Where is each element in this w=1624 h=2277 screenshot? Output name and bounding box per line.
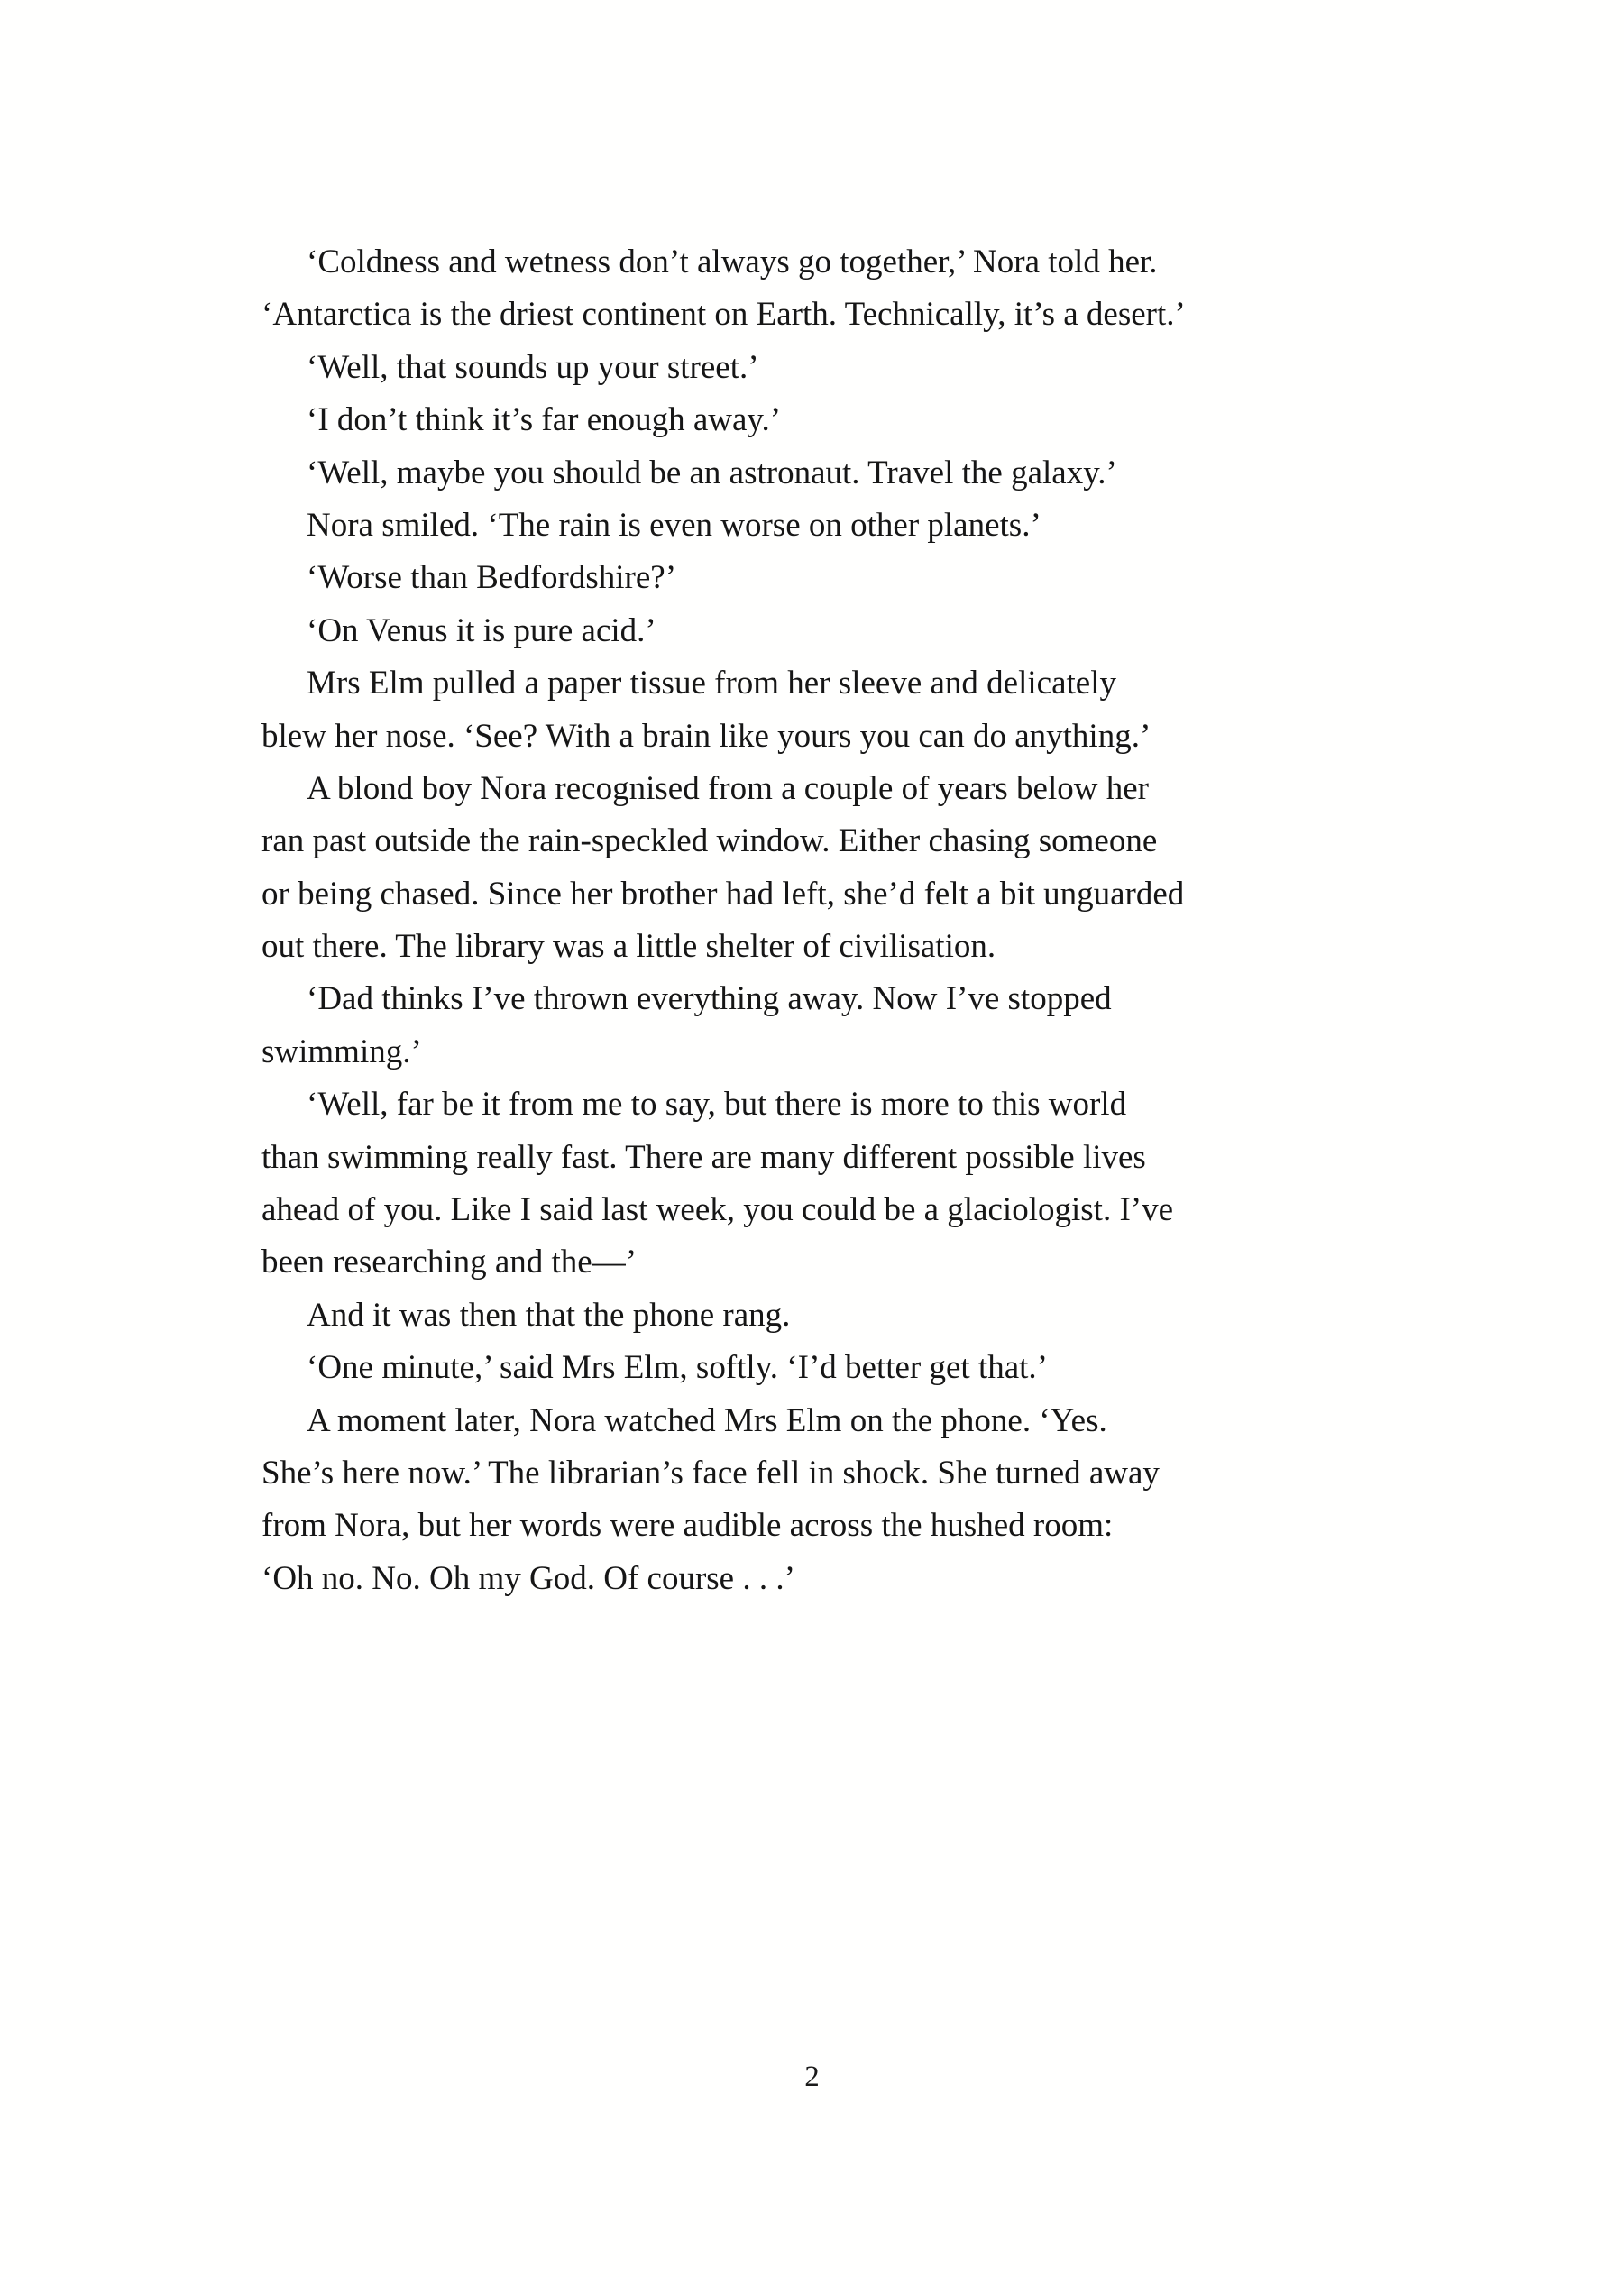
text-line-content: ‘Well, far be it from me to say, but there is more to this world xyxy=(307,1086,1127,1124)
text-line xyxy=(261,605,1363,657)
text-line-content: ‘Oh no. No. Oh my God. Of course . . .’ xyxy=(261,1559,795,1597)
text-line xyxy=(261,500,1363,552)
paragraph xyxy=(261,447,1363,500)
text-line xyxy=(261,1395,1363,1447)
page-number: 2 xyxy=(804,2061,820,2093)
paragraph xyxy=(261,973,1363,1079)
paragraph xyxy=(261,500,1363,552)
text-line-content: A blond boy Nora recognised from a couple of years below her xyxy=(307,769,1149,807)
text-line xyxy=(261,394,1363,446)
text-line-content: out there. The library was a little shelter of civilisation. xyxy=(261,928,996,966)
text-line xyxy=(261,236,1363,289)
paragraph xyxy=(261,1342,1363,1394)
text-line xyxy=(261,1026,1363,1079)
text-line-content: from Nora, but her words were audible across the hushed room: xyxy=(261,1507,1114,1545)
text-line-content: ‘Coldness and wetness don’t always go together,’ Nora told her. xyxy=(307,243,1158,280)
text-line xyxy=(261,657,1363,710)
paragraph xyxy=(261,394,1363,446)
text-line xyxy=(261,921,1363,973)
text-line-content: blew her nose. ‘See? With a brain like yours you can do anything.’ xyxy=(261,717,1151,755)
text-line-content: ahead of you. Like I said last week, you could be a glaciologist. I’ve xyxy=(261,1191,1174,1229)
text-line-content: ran past outside the rain-speckled window. Either chasing someone xyxy=(261,822,1158,860)
paragraph xyxy=(261,552,1363,604)
text-line-content: Nora smiled. ‘The rain is even worse on other planets.’ xyxy=(307,506,1041,544)
text-line xyxy=(261,763,1363,815)
text-line-content: ‘On Venus it is pure acid.’ xyxy=(307,611,656,649)
text-line xyxy=(261,1500,1363,1552)
text-line xyxy=(261,447,1363,500)
text-line xyxy=(261,973,1363,1025)
text-line-content: ‘I don’t think it’s far enough away.’ xyxy=(307,401,782,439)
text-line xyxy=(261,1447,1363,1500)
paragraph xyxy=(261,657,1363,763)
text-line xyxy=(261,1342,1363,1394)
text-line xyxy=(261,1079,1363,1131)
text-line-content: swimming.’ xyxy=(261,1033,422,1070)
paragraph xyxy=(261,1290,1363,1342)
text-line xyxy=(261,1184,1363,1236)
paragraph xyxy=(261,236,1363,342)
text-line-content: or being chased. Since her brother had left, she’d felt a bit unguarded xyxy=(261,875,1185,913)
text-line xyxy=(261,868,1363,921)
text-line-content: ‘One minute,’ said Mrs Elm, softly. ‘I’d better get that.’ xyxy=(307,1349,1049,1387)
paragraph xyxy=(261,605,1363,657)
text-line xyxy=(261,1290,1363,1342)
text-line xyxy=(261,342,1363,394)
text-line-content: ‘Worse than Bedfordshire?’ xyxy=(307,559,677,597)
text-line-content: ‘Dad thinks I’ve thrown everything away. Now I’ve stopped xyxy=(307,980,1112,1018)
text-line-content: been researching and the—’ xyxy=(261,1244,638,1281)
text-line xyxy=(261,711,1363,763)
text-line xyxy=(261,1553,1363,1605)
text-line-content: than swimming really fast. There are many different possible lives xyxy=(261,1138,1146,1176)
text-line-content: And it was then that the phone rang. xyxy=(307,1296,791,1334)
paragraph xyxy=(261,1395,1363,1606)
paragraph xyxy=(261,342,1363,394)
text-line-content: ‘Well, maybe you should be an astronaut. Travel the galaxy.’ xyxy=(307,454,1117,491)
paragraph xyxy=(261,1079,1363,1290)
text-line-content: ‘Well, that sounds up your street.’ xyxy=(307,348,759,386)
text-line-content: Mrs Elm pulled a paper tissue from her sleeve and delicately xyxy=(307,665,1116,702)
text-line-content: She’s here now.’ The librarian’s face fell in shock. She turned away xyxy=(261,1454,1160,1492)
text-line-content: A moment later, Nora watched Mrs Elm on the phone. ‘Yes. xyxy=(307,1401,1107,1439)
text-line xyxy=(261,289,1363,341)
text-line xyxy=(261,1236,1363,1289)
page-text xyxy=(261,236,1363,1605)
text-line xyxy=(261,815,1363,868)
text-line-content: ‘Antarctica is the driest continent on Earth. Technically, it’s a desert.’ xyxy=(261,296,1186,334)
paragraph xyxy=(261,763,1363,974)
text-line xyxy=(261,552,1363,604)
text-line xyxy=(261,1132,1363,1184)
